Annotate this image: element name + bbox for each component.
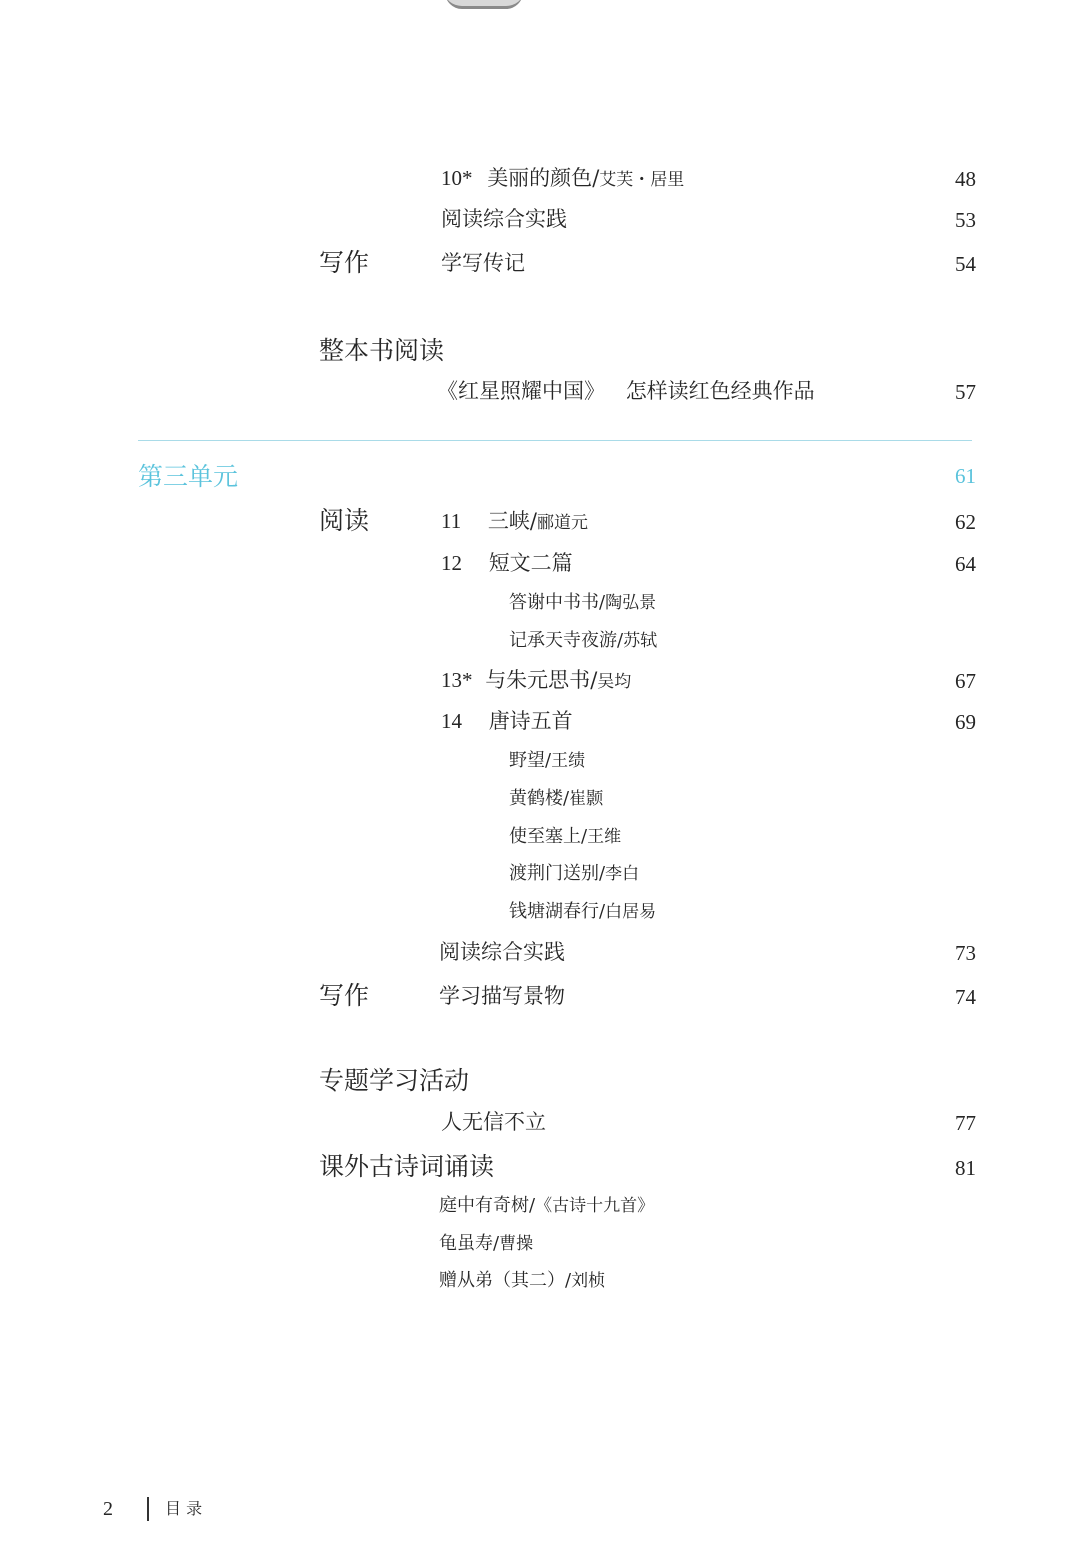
entry-number: 14 [441, 709, 462, 733]
toc-entry-topic[interactable]: 人无信不立 [441, 1110, 546, 1134]
section-heading-reading: 阅读 [319, 506, 370, 535]
page-number: 73 [955, 941, 976, 965]
subentry-author: 白居易 [605, 902, 657, 922]
page-number: 64 [955, 552, 976, 576]
toc-subentry[interactable]: 龟虽寿/曹操 [439, 1233, 534, 1254]
toc-entry-whole-book[interactable] [437, 381, 815, 402]
page-number: 77 [955, 1111, 976, 1135]
subentry-author: 陶弘景 [605, 593, 657, 613]
entry-number: 11 [441, 509, 462, 533]
toc-subentry[interactable]: 答谢中书书/陶弘景 [509, 592, 657, 613]
entry-title: 与朱元思书 [485, 668, 591, 692]
toc-entry-11[interactable]: 11 三峡/郦道元 [441, 509, 588, 533]
toc-entry-12[interactable] [441, 553, 573, 574]
entry-author: 艾芙・居里 [599, 170, 685, 190]
footer-label: 目 录 [165, 1499, 203, 1518]
unit-divider [138, 440, 972, 441]
page-number: 69 [955, 710, 976, 734]
subentry-title: 答谢中书书 [509, 592, 599, 613]
page-number: 54 [955, 252, 976, 276]
entry-title: 短文二篇 [488, 551, 573, 575]
page-number: 74 [955, 985, 976, 1009]
entry-title: 三峡 [487, 509, 530, 533]
subentry-title: 龟虽寿 [439, 1233, 493, 1254]
toc-subentry[interactable]: 钱塘湖春行/白居易 [509, 901, 657, 922]
page-number: 62 [955, 510, 976, 534]
unit-page-number: 61 [955, 464, 976, 488]
page-number: 57 [955, 380, 976, 404]
entry-title: 怎样读红色经典作品 [625, 379, 815, 403]
subentry-title: 赠从弟（其二） [439, 1270, 565, 1291]
toc-entry-practice-1[interactable]: 阅读综合实践 [441, 207, 567, 231]
subentry-author: 曹操 [499, 1234, 534, 1254]
page-number: 67 [955, 669, 976, 693]
subentry-author: 崔颢 [569, 789, 604, 809]
section-heading-topic: 专题学习活动 [319, 1066, 470, 1095]
entry-author: 吴均 [597, 672, 632, 692]
page-number: 81 [955, 1156, 976, 1180]
subentry-author: 李白 [605, 864, 640, 884]
page-number: 48 [955, 167, 976, 191]
footer-divider [147, 1497, 149, 1521]
toc-subentry[interactable]: 记承天寺夜游/苏轼 [509, 630, 658, 651]
subentry-author: 王绩 [551, 751, 586, 771]
section-heading-writing: 写作 [319, 248, 370, 277]
section-heading-writing: 写作 [319, 981, 370, 1010]
entry-title: 美丽的颜色 [487, 166, 593, 190]
unit-heading[interactable]: 第三单元 [138, 462, 239, 491]
subentry-title: 使至塞上 [509, 826, 581, 847]
toc-entry-14[interactable] [441, 711, 573, 732]
toc-entry-practice-2[interactable]: 阅读综合实践 [439, 940, 565, 964]
subentry-author: 《古诗十九首》 [535, 1196, 655, 1216]
subentry-author: 刘桢 [571, 1271, 606, 1291]
subentry-title: 庭中有奇树 [439, 1195, 529, 1216]
entry-number: 12 [441, 551, 462, 575]
book-title: 《红星照耀中国》 [437, 379, 605, 403]
section-heading-whole-book: 整本书阅读 [319, 336, 445, 365]
subentry-author: 王维 [587, 827, 622, 847]
toc-subentry[interactable]: 黄鹤楼/崔颢 [509, 788, 604, 809]
toc-entry-10[interactable]: 10* 美丽的颜色/艾芙・居里 [441, 166, 685, 190]
toc-subentry[interactable]: 野望/王绩 [509, 750, 586, 771]
page-number: 53 [955, 208, 976, 232]
entry-number: 13* [441, 668, 473, 692]
entry-title: 唐诗五首 [488, 709, 573, 733]
subentry-title: 野望 [509, 750, 545, 771]
subentry-title: 钱塘湖春行 [509, 901, 599, 922]
subentry-title: 黄鹤楼 [509, 788, 563, 809]
toc-entry-13[interactable]: 13* 与朱元思书/吴均 [441, 668, 632, 692]
toc-subentry[interactable]: 使至塞上/王维 [509, 826, 622, 847]
subentry-title: 记承天寺夜游 [509, 630, 617, 651]
toc-subentry[interactable]: 赠从弟（其二）/刘桢 [439, 1270, 606, 1291]
entry-author: 郦道元 [537, 513, 588, 533]
subentry-author: 苏轼 [623, 631, 658, 651]
toc-entry-writing-2[interactable]: 学习描写景物 [439, 984, 565, 1008]
footer-page-number: 2 [103, 1498, 113, 1520]
entry-number: 10* [441, 166, 473, 190]
binder-tab-shadow [445, 0, 523, 9]
subentry-title: 渡荆门送别 [509, 863, 599, 884]
toc-entry-writing-1[interactable]: 学写传记 [441, 251, 525, 275]
toc-subentry[interactable]: 渡荆门送别/李白 [509, 863, 640, 884]
section-heading-poems: 课外古诗词诵读 [319, 1152, 495, 1181]
toc-subentry[interactable]: 庭中有奇树/《古诗十九首》 [439, 1195, 655, 1216]
